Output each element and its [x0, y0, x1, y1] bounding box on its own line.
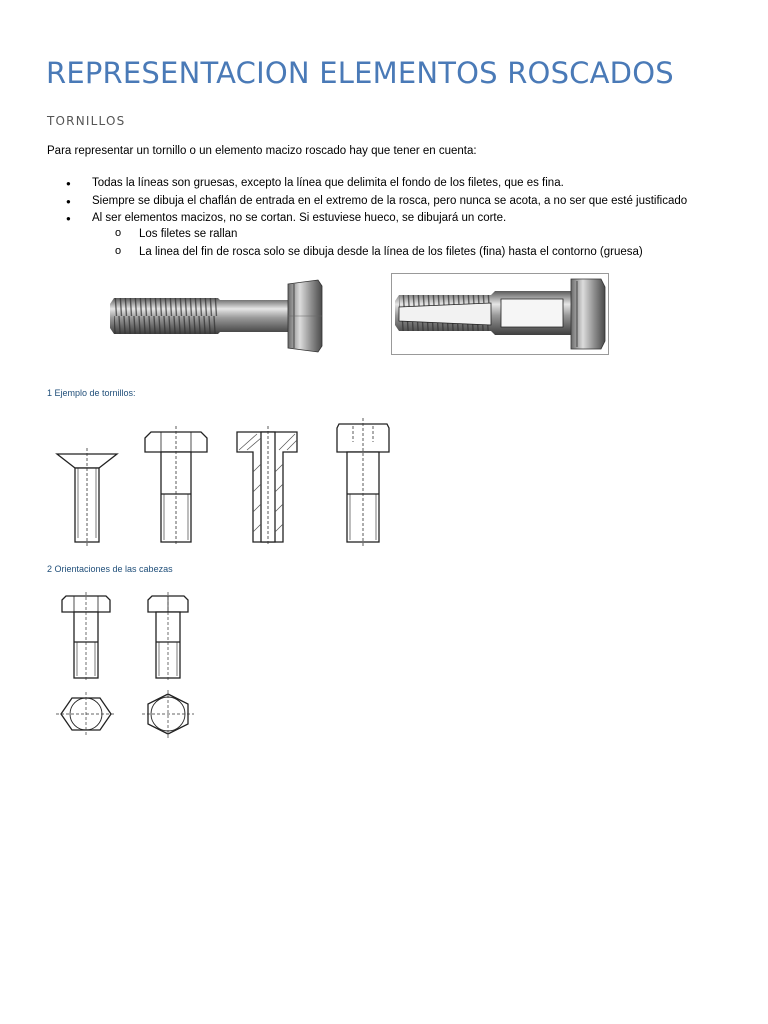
bolt-examples-drawing	[47, 412, 399, 552]
bullet-item: ● Todas la líneas son gruesas, excepto la línea que delimita el fondo de los filetes, que es fina.	[66, 175, 687, 193]
bolt-cutaway-photo	[391, 273, 609, 355]
page-title: REPRESENTACION ELEMENTOS ROSCADOS	[46, 56, 674, 90]
bolt-photo	[108, 276, 328, 356]
bullet-list	[66, 175, 687, 228]
bullet-item: ● Siempre se dibuja el chaflán de entrada en el extremo de la rosca, pero nunca se acota, a no ser que esté justificado	[66, 193, 687, 211]
sub-bullet-item: o Los filetes se rallan	[113, 226, 643, 244]
sub-bullet-list	[113, 226, 643, 261]
bullet-item: ● Al ser elementos macizos, no se cortan. Si estuviese hueco, se dibujará un corte.	[66, 210, 687, 228]
figure-caption: 2 Orientaciones de las cabezas	[47, 564, 173, 574]
figure-caption: 1 Ejemplo de tornillos:	[47, 388, 136, 398]
section-heading: TORNILLOS	[47, 114, 126, 128]
intro-paragraph: Para representar un tornillo o un elemento macizo roscado hay que tener en cuenta:	[47, 145, 477, 157]
head-orientations-drawing	[52, 592, 202, 744]
sub-bullet-item: o La linea del fin de rosca solo se dibuja desde la línea de los filetes (fina) hasta el contorno (gruesa)	[113, 244, 643, 262]
